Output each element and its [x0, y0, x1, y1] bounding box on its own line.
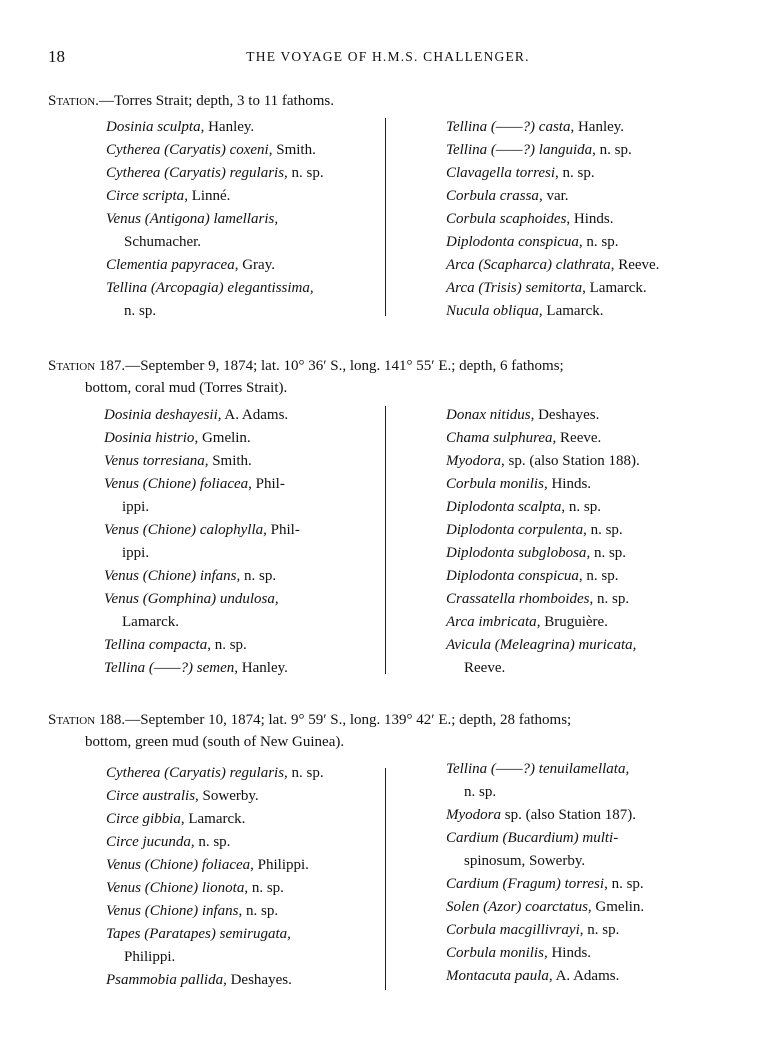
- species-entry: [104, 404, 376, 427]
- species-authority: , Hinds.: [543, 945, 592, 961]
- species-authority: , Philippi.: [250, 857, 309, 873]
- species-name: Venus (Chione) infans: [106, 903, 239, 919]
- species-authority: , Phil-: [263, 522, 300, 538]
- species-authority: , Gmelin.: [587, 899, 645, 915]
- column-divider: [385, 118, 386, 316]
- species-name: Dosinia histrio: [104, 430, 195, 446]
- species-column-right: [446, 404, 736, 680]
- species-entry: [446, 919, 736, 942]
- species-column-right: [446, 758, 736, 988]
- species-name: Venus (Chione) foliacea: [106, 857, 251, 873]
- species-entry: [106, 923, 376, 969]
- species-name: Tellina compacta: [104, 637, 208, 653]
- species-column-right: [446, 116, 736, 323]
- species-authority: , Lamarck.: [538, 303, 604, 319]
- species-entry: [106, 854, 376, 877]
- species-entry: [104, 565, 376, 588]
- species-name: Venus (Chione) foliacea: [104, 476, 249, 492]
- species-name: Arca imbricata: [446, 614, 537, 630]
- species-name: Diplodonta scalpta: [446, 499, 562, 515]
- species-entry: [104, 519, 376, 565]
- station-text-continued: bottom, green mud (south of New Guinea).: [85, 734, 345, 750]
- station-text: —September 9, 1874; lat. 10° 36′ S., long. 141° 55′ E.; depth, 6 fathoms;: [125, 358, 564, 374]
- species-entry: [446, 404, 736, 427]
- species-entry: [106, 900, 376, 923]
- species-name: Cytherea (Caryatis) regularis: [106, 765, 285, 781]
- species-entry: [446, 873, 736, 896]
- species-authority: , n. sp.: [555, 165, 595, 181]
- species-name: Circe australis: [106, 788, 196, 804]
- species-authority: , n. sp.: [586, 545, 627, 561]
- species-name: Circe jucunda: [106, 834, 191, 850]
- species-entry: [446, 300, 736, 323]
- species-entry: [446, 277, 736, 300]
- species-name: Dosinia sculpta: [106, 119, 201, 135]
- species-column-left: [106, 116, 376, 323]
- station-heading: [48, 355, 728, 399]
- species-authority: , sp. (also Station 188).: [501, 453, 640, 469]
- species-continuation: n. sp.: [124, 303, 157, 319]
- species-name: Circe gibbia: [106, 811, 181, 827]
- species-entry: [106, 208, 376, 254]
- species-continuation: Reeve.: [464, 660, 506, 676]
- page-number: 18: [48, 47, 65, 66]
- species-name: Donax nitidus: [446, 407, 531, 423]
- station-text-continued: bottom, coral mud (Torres Strait).: [85, 380, 288, 396]
- species-name: Avicula (Meleagrina) muricata,: [446, 637, 637, 653]
- species-name: Cytherea (Caryatis) coxeni: [106, 142, 269, 158]
- species-name: Montacuta paula: [446, 968, 549, 984]
- species-entry: [446, 208, 736, 231]
- species-entry: [446, 634, 736, 680]
- species-authority: , Smith.: [204, 453, 252, 469]
- species-entry: [446, 758, 736, 804]
- species-entry: [106, 877, 376, 900]
- station-heading: [48, 90, 728, 112]
- species-entry: [446, 450, 736, 473]
- species-name: Cytherea (Caryatis) regularis: [106, 165, 285, 181]
- species-authority: , Lamarck.: [180, 811, 246, 827]
- species-name: Solen (Azor) coarctatus: [446, 899, 588, 915]
- species-name: Nucula obliqua: [446, 303, 539, 319]
- species-authority: , n. sp.: [207, 637, 247, 653]
- species-name: Diplodonta corpulenta: [446, 522, 584, 538]
- species-entry: [446, 804, 736, 827]
- species-entry: [446, 427, 736, 450]
- species-authority: , n. sp.: [561, 499, 602, 515]
- species-authority: , var.: [538, 188, 569, 204]
- species-entry: [446, 254, 736, 277]
- species-name: Myodora: [446, 807, 501, 823]
- running-title: THE VOYAGE OF H.M.S. CHALLENGER.: [246, 49, 530, 64]
- species-entry: [104, 450, 376, 473]
- species-name: Psammobia pallida: [106, 972, 224, 988]
- species-entry: [446, 231, 736, 254]
- species-entry: [446, 162, 736, 185]
- species-authority: , Hanley.: [200, 119, 255, 135]
- species-authority: , n. sp.: [579, 922, 620, 938]
- species-name: Venus (Gomphina) undulosa,: [104, 591, 279, 607]
- species-entry: [446, 542, 736, 565]
- species-entry: [104, 427, 376, 450]
- species-entry: [106, 762, 376, 785]
- species-entry: [446, 588, 736, 611]
- species-name: Corbula monilis: [446, 476, 544, 492]
- species-entry: [106, 785, 376, 808]
- species-entry: [446, 896, 736, 919]
- species-name: Venus (Chione) infans: [104, 568, 237, 584]
- station-text: —Torres Strait; depth, 3 to 11 fathoms.: [98, 93, 334, 109]
- species-entry: [104, 588, 376, 634]
- species-entry: [446, 565, 736, 588]
- species-entry: [446, 827, 736, 873]
- species-authority: , n. sp.: [578, 568, 619, 584]
- species-entry: [106, 969, 376, 992]
- species-column-left: [104, 404, 376, 680]
- species-authority: , n. sp.: [604, 876, 644, 892]
- species-entry: [446, 942, 736, 965]
- species-entry: [446, 116, 736, 139]
- species-continuation: Philippi.: [124, 949, 176, 965]
- species-authority: , n. sp.: [592, 142, 632, 158]
- species-name: Corbula monilis: [446, 945, 544, 961]
- species-authority: sp. (also Station 187).: [501, 807, 636, 823]
- species-authority: , Lamarck.: [582, 280, 647, 296]
- species-name: Venus (Chione) calophylla: [104, 522, 264, 538]
- species-name: Corbula scaphoides: [446, 211, 567, 227]
- species-name: Cardium (Bucardium) multi-: [446, 830, 619, 846]
- species-continuation: ippi.: [122, 545, 150, 561]
- species-entry: [106, 185, 376, 208]
- species-continuation: n. sp.: [464, 784, 497, 800]
- species-entry: [446, 611, 736, 634]
- species-authority: , Gray.: [234, 257, 275, 273]
- species-entry: [446, 139, 736, 162]
- species-entry: [446, 185, 736, 208]
- species-authority: , Linné.: [184, 188, 231, 204]
- species-column-left: [106, 762, 376, 992]
- species-authority: , A. Adams.: [217, 407, 289, 423]
- species-authority: , n. sp.: [578, 234, 619, 250]
- species-authority: , Hinds.: [566, 211, 614, 227]
- species-name: Diplodonta conspicua: [446, 234, 579, 250]
- species-name: Cardium (Fragum) torresi: [446, 876, 605, 892]
- species-authority: , Deshayes.: [530, 407, 600, 423]
- species-entry: [106, 277, 376, 323]
- species-name: Chama sulphurea: [446, 430, 553, 446]
- species-entry: [446, 473, 736, 496]
- species-authority: , Reeve.: [552, 430, 602, 446]
- species-authority: , Sowerby.: [195, 788, 259, 804]
- species-name: Tellina (——?) tenuilamellata,: [446, 761, 630, 777]
- species-authority: , n. sp.: [284, 165, 324, 181]
- station-text: —September 10, 1874; lat. 9° 59′ S., long. 139° 42′ E.; depth, 28 fathoms;: [125, 712, 572, 728]
- species-authority: , n. sp.: [190, 834, 231, 850]
- species-name: Crassatella rhomboides: [446, 591, 590, 607]
- species-continuation: ippi.: [122, 499, 150, 515]
- species-entry: [106, 831, 376, 854]
- species-name: Dosinia deshayesii: [104, 407, 218, 423]
- species-continuation: spinosum, Sowerby.: [464, 853, 586, 869]
- species-entry: [106, 162, 376, 185]
- species-authority: , n. sp.: [244, 880, 284, 896]
- species-name: Tellina (——?) languida: [446, 142, 593, 158]
- species-entry: [446, 496, 736, 519]
- station-heading: [48, 709, 728, 753]
- species-entry: [106, 254, 376, 277]
- station-label: Station 187.: [48, 358, 126, 374]
- species-name: Arca (Scapharca) clathrata: [446, 257, 611, 273]
- species-name: Tapes (Paratapes) semirugata,: [106, 926, 291, 942]
- species-authority: , n. sp.: [589, 591, 630, 607]
- species-entry: [104, 473, 376, 519]
- species-entry: [104, 634, 376, 657]
- species-name: Corbula macgillivrayi: [446, 922, 580, 938]
- species-authority: , Hinds.: [543, 476, 592, 492]
- species-name: Diplodonta conspicua: [446, 568, 579, 584]
- species-name: Myodora: [446, 453, 501, 469]
- species-entry: [446, 519, 736, 542]
- species-name: Arca (Trisis) semitorta: [446, 280, 583, 296]
- station-label: Station 188.: [48, 712, 126, 728]
- species-authority: , n. sp.: [284, 765, 324, 781]
- species-authority: , Deshayes.: [223, 972, 292, 988]
- species-authority: , n. sp.: [583, 522, 623, 538]
- species-name: Venus (Chione) lionota: [106, 880, 245, 896]
- species-authority: , Gmelin.: [194, 430, 251, 446]
- species-entry: [104, 657, 376, 680]
- species-entry: [446, 965, 736, 988]
- species-name: Clementia papyracea: [106, 257, 235, 273]
- column-divider: [385, 768, 386, 990]
- species-authority: , n. sp.: [238, 903, 279, 919]
- species-authority: , n. sp.: [236, 568, 277, 584]
- species-authority: , Reeve.: [610, 257, 660, 273]
- species-name: Circe scripta: [106, 188, 185, 204]
- species-name: Venus (Antigona) lamellaris,: [106, 211, 279, 227]
- station-label: Station.: [48, 93, 99, 109]
- species-authority: , Hanley.: [570, 119, 625, 135]
- species-entry: [106, 139, 376, 162]
- column-divider: [385, 406, 386, 674]
- species-name: Clavagella torresi: [446, 165, 556, 181]
- species-name: Tellina (——?) semen: [104, 660, 235, 676]
- species-entry: [106, 116, 376, 139]
- species-name: Tellina (Arcopagia) elegantissima,: [106, 280, 314, 296]
- species-authority: , Hanley.: [234, 660, 288, 676]
- species-authority: , A. Adams.: [548, 968, 620, 984]
- species-name: Tellina (——?) casta: [446, 119, 571, 135]
- species-name: Diplodonta subglobosa: [446, 545, 587, 561]
- species-continuation: Lamarck.: [122, 614, 180, 630]
- species-continuation: Schumacher.: [124, 234, 202, 250]
- species-name: Corbula crassa: [446, 188, 539, 204]
- species-authority: , Smith.: [268, 142, 316, 158]
- species-authority: , Phil-: [248, 476, 285, 492]
- species-name: Venus torresiana: [104, 453, 205, 469]
- species-authority: , Bruguière.: [536, 614, 608, 630]
- species-entry: [106, 808, 376, 831]
